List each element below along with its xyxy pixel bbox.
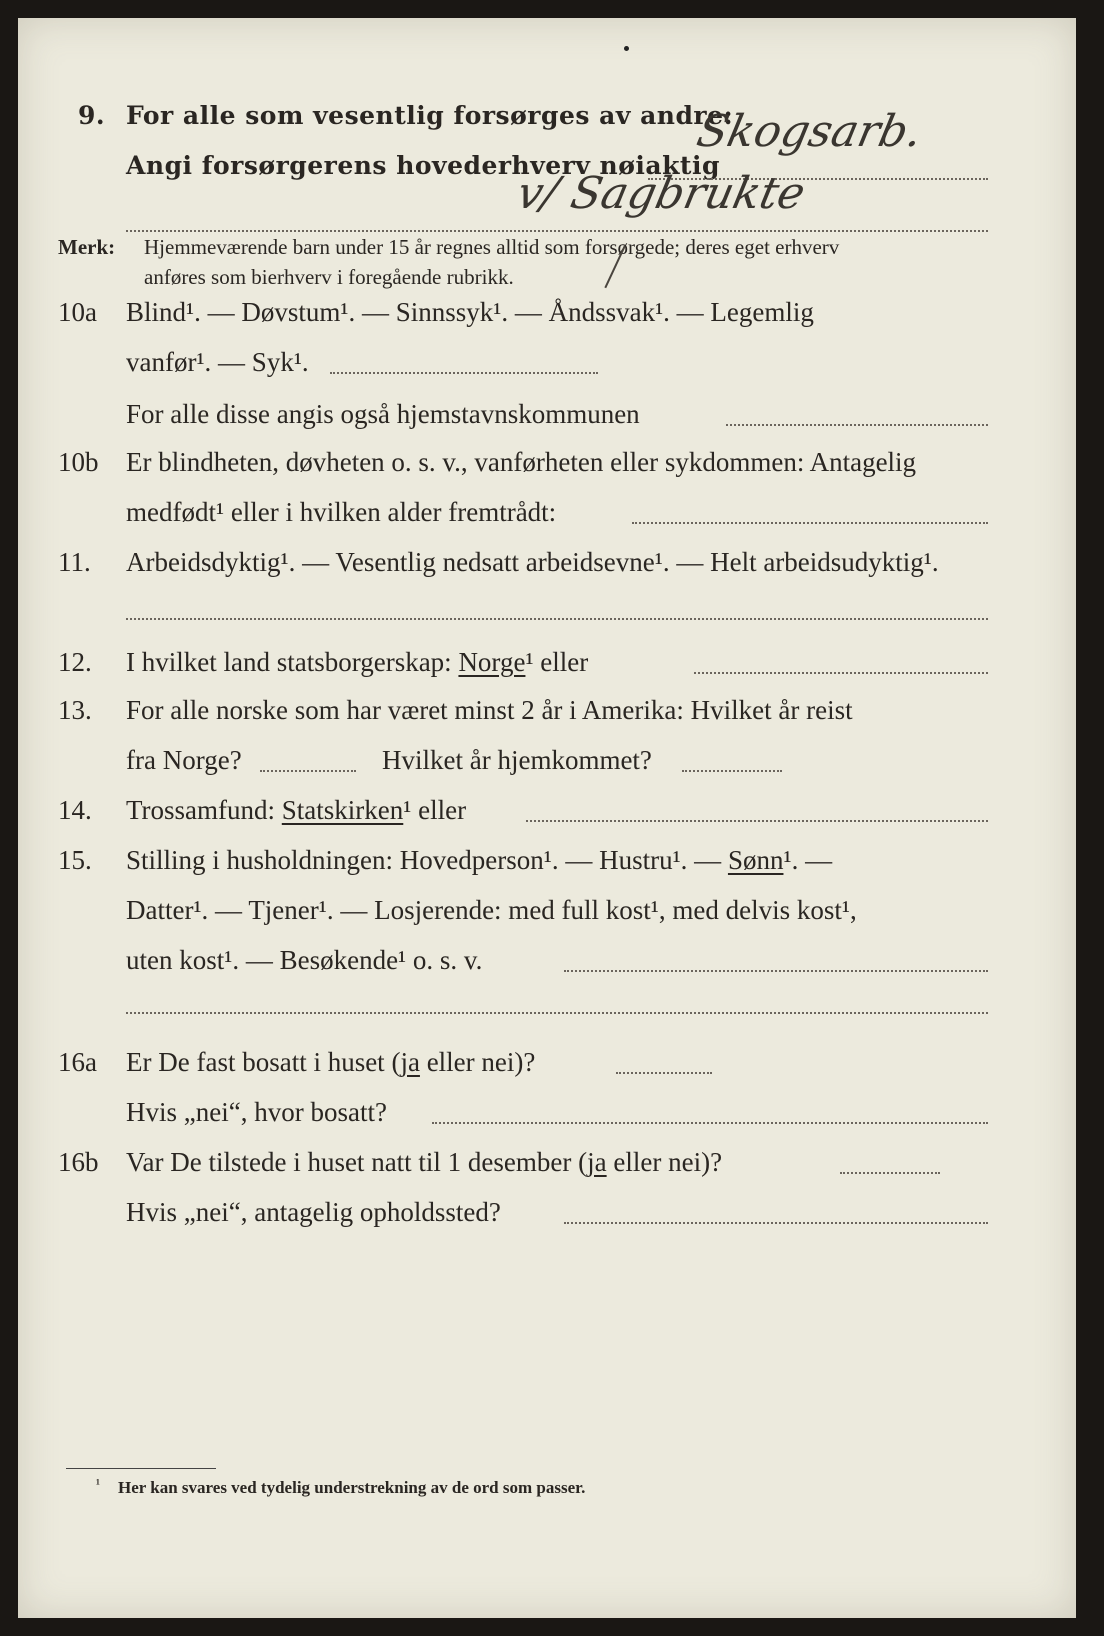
q10b-number: 10b (58, 447, 99, 477)
footnote-rule (66, 1468, 216, 1469)
q16b-answer-line[interactable] (840, 1172, 940, 1174)
q12-text (126, 646, 588, 678)
q16b-underlined-answer: ja (587, 1147, 607, 1177)
q16a-underlined-answer: ja (400, 1047, 420, 1077)
q10b-line1: Er blindheten, døvheten o. s. v., vanførheten eller sykdommen: Antagelig (126, 447, 917, 477)
q13-line2b: Hvilket år hjemkommet? (382, 745, 652, 775)
q12-number: 12. (58, 647, 92, 677)
q12-pre: I hvilket land statsborgerskap: (126, 647, 459, 677)
q10a-line1: Blind¹. — Døvstum¹. — Sinnssyk¹. — Åndssvak¹. — Legemlig (126, 297, 814, 327)
q16a-line1-post: eller nei)? (419, 1047, 536, 1077)
q13-hjemkommet-line[interactable] (682, 770, 782, 772)
q15-line1-post: ¹. — (783, 845, 833, 875)
census-form-page (18, 18, 1076, 1618)
q12-underlined-answer: Norge (458, 647, 526, 677)
q10a-line3: For alle disse angis også hjemstavnskommunen (126, 399, 640, 429)
q16a-line1-pre: Er De fast bosatt i huset ( (126, 1047, 401, 1077)
q9-line1: For alle som vesentlig forsørges av andre: (126, 101, 734, 130)
q10b-line2: medfødt¹ eller i hvilken alder fremtrådt: (126, 497, 557, 527)
q11-answer-line[interactable] (126, 618, 988, 620)
q10a-number: 10a (58, 297, 97, 327)
q13-number: 13. (58, 695, 92, 725)
q15-answer-line2[interactable] (126, 1012, 988, 1014)
q14-answer-line[interactable] (526, 820, 988, 822)
q9-handwritten-answer1: Skogsarb. (692, 106, 927, 157)
q14-pre: Trossamfund: (126, 795, 282, 825)
q10a-answer-line[interactable] (330, 372, 598, 374)
q16a-line1 (126, 1046, 535, 1078)
q16b-number: 16b (58, 1147, 99, 1177)
q9-line2: Angi forsørgerens hovederhverv nøiaktig (126, 151, 720, 180)
q16b-line1 (126, 1146, 722, 1178)
q15-line3: uten kost¹. — Besøkende¹ o. s. v. (126, 945, 483, 975)
q16a-number: 16a (58, 1047, 97, 1077)
q16b-line2: Hvis „nei“, antagelig opholdssted? (126, 1197, 501, 1227)
q14-underlined-answer: Statskirken (281, 795, 404, 825)
q16b-line1-pre: Var De tilstede i huset natt til 1 desember ( (126, 1147, 588, 1177)
q10a-kommune-line[interactable] (726, 424, 988, 426)
q15-answer-line[interactable] (564, 970, 988, 972)
q16b-line1-post: eller nei)? (606, 1147, 723, 1177)
q15-line1 (126, 844, 832, 876)
q14-text (126, 794, 466, 826)
q15-line1-pre: Stilling i husholdningen: Hovedperson¹. — Hustru¹. — (126, 845, 728, 875)
q10b-answer-line[interactable] (632, 522, 988, 524)
q14-post: ¹ eller (403, 795, 467, 825)
q11-line1: Arbeidsdyktig¹. — Vesentlig nedsatt arbeidsevne¹. — Helt arbeidsudyktig¹. (126, 547, 939, 577)
q12-post: ¹ eller (525, 647, 589, 677)
merk-line1: Hjemmeværende barn under 15 år regnes alltid som forsørgede; deres eget erhverv (144, 235, 840, 259)
q13-reist-line[interactable] (260, 770, 356, 772)
ink-dot (624, 46, 629, 51)
q15-line2: Datter¹. — Tjener¹. — Losjerende: med full kost¹, med delvis kost¹, (126, 895, 857, 925)
q10a-line2: vanfør¹. — Syk¹. (126, 347, 309, 377)
q12-answer-line[interactable] (694, 672, 988, 674)
footnote-text: Her kan svares ved tydelig understrekning av de ord som passer. (118, 1478, 586, 1497)
q14-number: 14. (58, 795, 92, 825)
q16a-bosatt-line[interactable] (432, 1122, 988, 1124)
merk-label: Merk: (58, 235, 116, 259)
q15-number: 15. (58, 845, 92, 875)
q15-underlined-answer: Sønn (727, 845, 784, 875)
q16a-answer-line[interactable] (616, 1072, 712, 1074)
q11-number: 11. (58, 547, 91, 577)
q9-number: 9. (78, 101, 106, 130)
merk-line2: anføres som bierhverv i foregående rubrikk. (144, 265, 514, 289)
q13-line1: For alle norske som har været minst 2 år i Amerika: Hvilket år reist (126, 695, 853, 725)
footnote-mark: ¹ (96, 1476, 100, 1491)
q16b-opholdssted-line[interactable] (564, 1222, 988, 1224)
q16a-line2: Hvis „nei“, hvor bosatt? (126, 1097, 387, 1127)
q13-line2a: fra Norge? (126, 745, 242, 775)
q9-handwritten-answer2: v/ Sagbrukte (512, 168, 810, 219)
